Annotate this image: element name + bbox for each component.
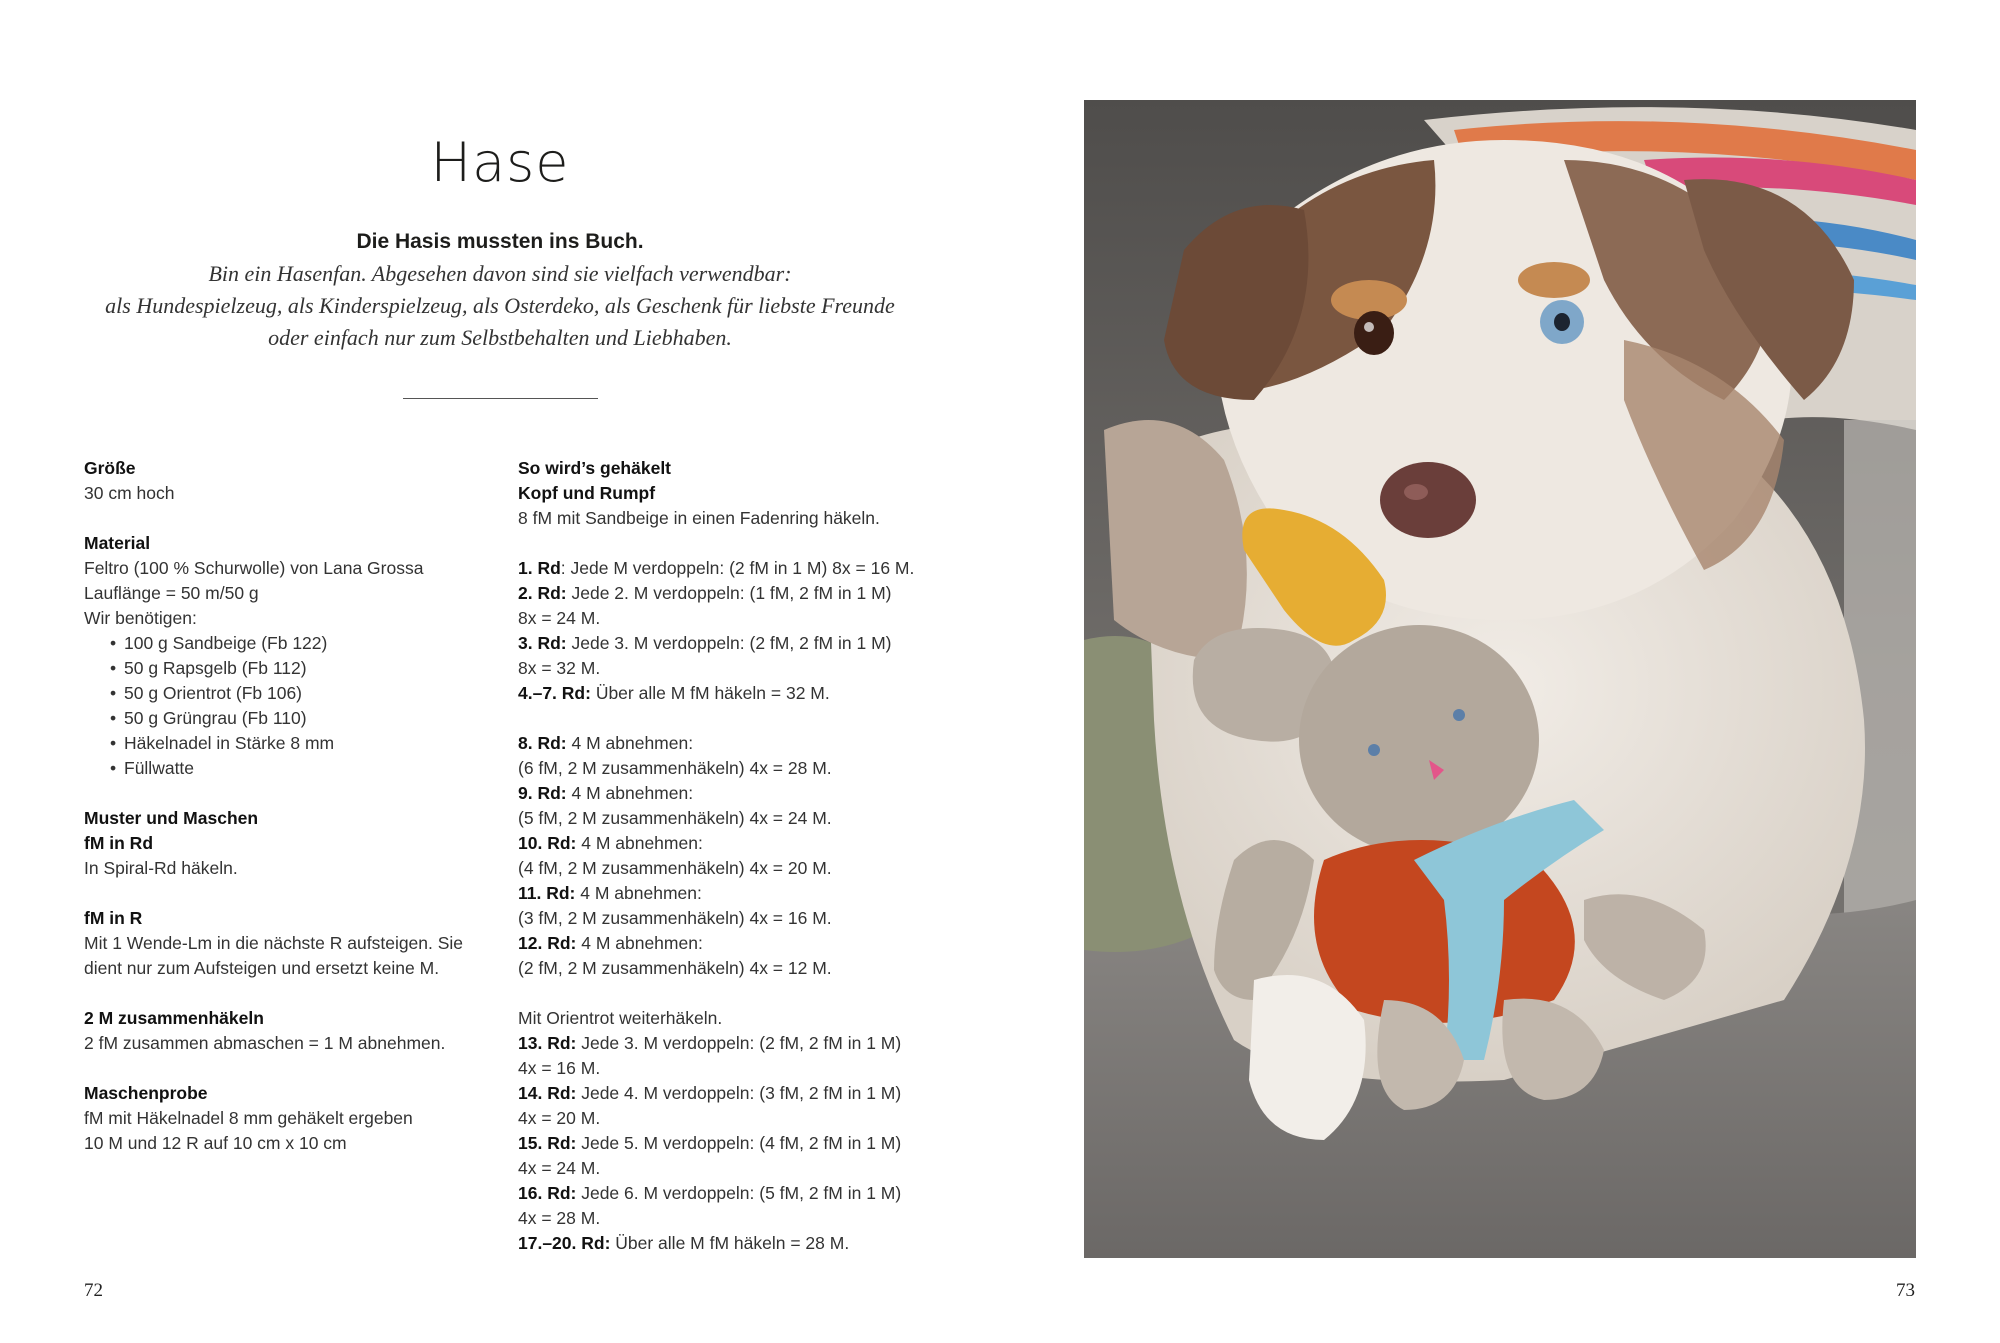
round-text: 4 M abnehmen: (575, 883, 702, 903)
round-label: 16. Rd: (518, 1183, 577, 1203)
round-line (518, 806, 948, 831)
round-text: Jede 5. M verdoppeln: (4 fM, 2 fM in 1 M) (576, 1133, 902, 1153)
round-line (518, 556, 948, 581)
round-text: 4 M abnehmen: (576, 933, 703, 953)
decrease-text: 2 fM zusammen abmaschen = 1 M abnehmen. (84, 1033, 446, 1053)
round-text: 4x = 24 M. (518, 1158, 601, 1178)
round-line (518, 1106, 948, 1131)
instructions-subheading: Kopf und Rumpf (518, 483, 656, 503)
material-line: Feltro (100 % Schurwolle) von Lana Grossa (84, 558, 424, 578)
round-text: Jede 2. M verdoppeln: (1 fM, 2 fM in 1 M) (566, 583, 892, 603)
round-line (518, 1156, 948, 1181)
round-label: 13. Rd: (518, 1033, 577, 1053)
round-line (518, 1231, 948, 1256)
material-line: Wir benötigen: (84, 608, 197, 628)
round-text: (3 fM, 2 M zusammenhäkeln) 4x = 16 M. (518, 908, 832, 928)
material-item: • 100 g Sandbeige (Fb 122) (84, 631, 494, 656)
material-item: • Füllwatte (84, 756, 494, 781)
intro-line: oder einfach nur zum Selbstbehalten und Liebhaben. (268, 325, 732, 350)
rounds-block-2 (518, 731, 948, 981)
page-number-right: 73 (1896, 1280, 1915, 1301)
round-text: 4 M abnehmen: (566, 733, 694, 753)
instructions-column (518, 456, 948, 1256)
dog-with-bunny-photo (1084, 100, 1916, 1258)
round-text: Mit Orientrot weiterhäkeln. (518, 1008, 723, 1028)
round-line (518, 1031, 948, 1056)
round-line (518, 881, 948, 906)
round-text: Jede 3. M verdoppeln: (2 fM, 2 fM in 1 M) (566, 633, 892, 653)
gauge-heading: Maschenprobe (84, 1083, 208, 1103)
rounds-block-3 (518, 1006, 948, 1256)
round-line (518, 906, 948, 931)
round-text: Über alle M fM häkeln = 32 M. (590, 683, 830, 703)
round-line (518, 1181, 948, 1206)
round-label: 15. Rd: (518, 1133, 577, 1153)
round-line (518, 681, 948, 706)
photo-illustration (1084, 100, 1916, 1258)
round-line (518, 1131, 948, 1156)
round-line (518, 956, 948, 981)
round-text: Über alle M fM häkeln = 28 M. (610, 1233, 850, 1253)
round-line (518, 606, 948, 631)
round-text: 4x = 28 M. (518, 1208, 601, 1228)
round-line (518, 781, 948, 806)
round-text: : Jede M verdoppeln: (2 fM in 1 M) 8x = 16 M. (560, 558, 915, 578)
size-heading: Größe (84, 458, 136, 478)
round-text: Jede 3. M verdoppeln: (2 fM, 2 fM in 1 M) (576, 1033, 902, 1053)
round-label: 2. Rd: (518, 583, 567, 603)
instruction-start: 8 fM mit Sandbeige in einen Fadenring häkeln. (518, 508, 880, 528)
gauge-text: fM mit Häkelnadel 8 mm gehäkelt ergeben (84, 1108, 413, 1128)
size-value: 30 cm hoch (84, 483, 175, 503)
round-line (518, 931, 948, 956)
material-item: • 50 g Grüngrau (Fb 110) (84, 706, 494, 731)
material-line: Lauflänge = 50 m/50 g (84, 583, 259, 603)
round-text: (6 fM, 2 M zusammenhäkeln) 4x = 28 M. (518, 758, 832, 778)
round-label: 1. Rd (518, 558, 561, 578)
round-line (518, 581, 948, 606)
round-text: (4 fM, 2 M zusammenhäkeln) 4x = 20 M. (518, 858, 832, 878)
round-line (518, 1006, 948, 1031)
divider-line (403, 398, 598, 399)
decrease-heading: 2 M zusammenhäkeln (84, 1008, 264, 1028)
round-text: (2 fM, 2 M zusammenhäkeln) 4x = 12 M. (518, 958, 832, 978)
round-text: 4 M abnehmen: (576, 833, 703, 853)
material-item: • 50 g Orientrot (Fb 106) (84, 681, 494, 706)
fm-r-heading: fM in R (84, 908, 143, 928)
materials-column (84, 456, 494, 1156)
round-label: 11. Rd: (518, 883, 576, 903)
round-label: 4.–7. Rd: (518, 683, 591, 703)
intro-heading: Die Hasis mussten ins Buch. (356, 230, 644, 253)
round-text: 4 M abnehmen: (566, 783, 694, 803)
round-line (518, 631, 948, 656)
round-label: 10. Rd: (518, 833, 577, 853)
round-label: 14. Rd: (518, 1083, 577, 1103)
material-item: • Häkelnadel in Stärke 8 mm (84, 731, 494, 756)
intro-text (60, 258, 940, 354)
round-text: (5 fM, 2 M zusammenhäkeln) 4x = 24 M. (518, 808, 832, 828)
round-label: 3. Rd: (518, 633, 567, 653)
round-text: 4x = 20 M. (518, 1108, 601, 1128)
round-line (518, 731, 948, 756)
instructions-heading: So wird’s gehäkelt (518, 458, 672, 478)
rounds-block-1 (518, 556, 948, 706)
intro-line: Bin ein Hasenfan. Abgesehen davon sind sie vielfach verwendbar: (208, 261, 792, 286)
round-label: 8. Rd: (518, 733, 567, 753)
material-item: • 50 g Rapsgelb (Fb 112) (84, 656, 494, 681)
round-text: 4x = 16 M. (518, 1058, 601, 1078)
page-title: Hase (430, 131, 570, 194)
round-line (518, 1081, 948, 1106)
round-text: Jede 6. M verdoppeln: (5 fM, 2 fM in 1 M) (576, 1183, 902, 1203)
fm-rd-text: In Spiral-Rd häkeln. (84, 858, 238, 878)
intro-line: als Hundespielzeug, als Kinderspielzeug, als Osterdeko, als Geschenk für liebste Freunde (105, 293, 895, 318)
round-text: Jede 4. M verdoppeln: (3 fM, 2 fM in 1 M) (576, 1083, 902, 1103)
fm-r-text: dient nur zum Aufsteigen und ersetzt keine M. (84, 958, 440, 978)
gauge-text: 10 M und 12 R auf 10 cm x 10 cm (84, 1133, 347, 1153)
round-label: 12. Rd: (518, 933, 577, 953)
round-text: 8x = 32 M. (518, 658, 601, 678)
page-number-left: 72 (84, 1280, 103, 1301)
round-text: 8x = 24 M. (518, 608, 601, 628)
round-line (518, 756, 948, 781)
round-line (518, 831, 948, 856)
fm-r-text: Mit 1 Wende-Lm in die nächste R aufsteigen. Sie (84, 933, 464, 953)
round-line (518, 1056, 948, 1081)
round-line (518, 856, 948, 881)
fm-rd-heading: fM in Rd (84, 833, 154, 853)
pattern-heading: Muster und Maschen (84, 808, 259, 828)
round-label: 9. Rd: (518, 783, 567, 803)
round-label: 17.–20. Rd: (518, 1233, 611, 1253)
round-line (518, 656, 948, 681)
round-line (518, 1206, 948, 1231)
material-heading: Material (84, 533, 151, 553)
